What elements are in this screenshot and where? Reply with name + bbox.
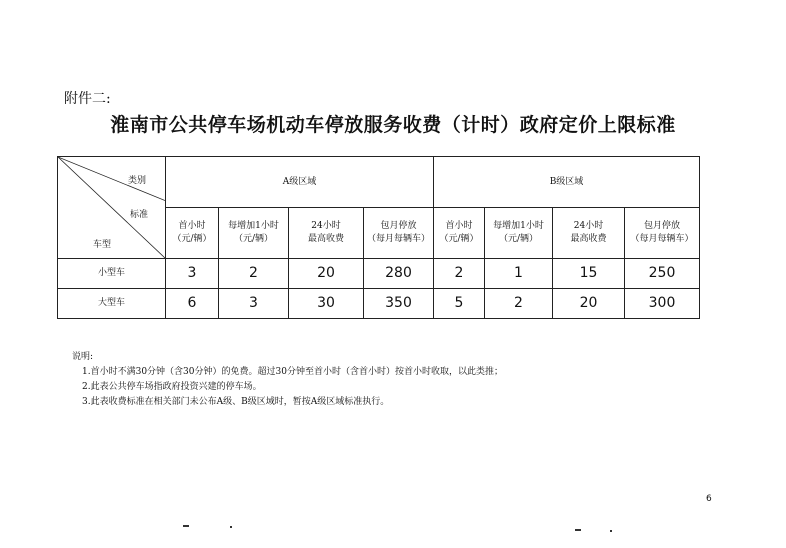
subheader-each-extra-hour	[485, 208, 553, 259]
attachment-label: 附件二:	[64, 91, 111, 107]
table-row	[58, 289, 700, 319]
note-item: 2.此表公共停车场指政府投资兴建的停车场。	[82, 382, 262, 392]
subheader-text: （元/辆）	[233, 234, 274, 244]
zone-b-header: B级区域	[434, 157, 700, 208]
table-cell: 2	[219, 259, 289, 289]
table-cell: 350	[364, 289, 434, 319]
subheader-text: （每月每辆车）	[630, 234, 694, 244]
subheader-text: （元/辆）	[498, 234, 539, 244]
corner-diagonal-lines	[58, 157, 165, 258]
row-label-small-vehicle: 小型车	[58, 259, 166, 289]
scan-speck	[183, 525, 189, 527]
subheader-text: （元/辆）	[439, 234, 479, 244]
subheader-text: 最高收费	[570, 234, 607, 244]
subheader-text: 最高收费	[307, 234, 344, 244]
table-corner-cell	[58, 157, 166, 259]
corner-vehicle-label: 车型	[93, 240, 112, 250]
table-cell: 20	[289, 259, 364, 289]
table-cell: 2	[434, 259, 485, 289]
table-row	[58, 259, 700, 289]
notes-section	[72, 350, 503, 410]
page-title: 淮南市公共停车场机动车停放服务收费（计时）政府定价上限标准	[110, 114, 676, 136]
zone-a-header: A级区域	[166, 157, 434, 208]
corner-standard-label: 标准	[130, 210, 149, 220]
table-cell: 15	[553, 259, 625, 289]
subheader-text: 每增加1小时	[228, 221, 279, 231]
subheader-each-extra-hour	[219, 208, 289, 259]
table-cell: 6	[166, 289, 219, 319]
scan-speck	[610, 530, 612, 532]
notes-heading: 说明:	[72, 352, 94, 362]
table-cell: 1	[485, 259, 553, 289]
table-cell: 5	[434, 289, 485, 319]
subheader-text: 24小时	[311, 221, 341, 231]
table-cell: 30	[289, 289, 364, 319]
table-cell: 280	[364, 259, 434, 289]
subheader-text: 24小时	[573, 221, 604, 231]
table-cell: 300	[625, 289, 700, 319]
subheader-text: 包月停放	[643, 221, 680, 231]
subheader-text: 每增加1小时	[493, 221, 544, 231]
table-cell: 250	[625, 259, 700, 289]
note-item: 3.此表收费标准在相关部门未公布A级、B级区域时，暂按A级区域标准执行。	[82, 397, 390, 407]
subheader-24h-max	[553, 208, 625, 259]
scan-speck	[230, 526, 232, 528]
table-cell: 3	[166, 259, 219, 289]
subheader-text: 包月停放	[380, 221, 417, 231]
table-cell: 2	[485, 289, 553, 319]
fee-table	[57, 156, 700, 319]
scan-speck	[575, 529, 581, 531]
table-cell: 3	[219, 289, 289, 319]
subheader-text: （每月每辆车）	[366, 234, 430, 244]
subheader-text: 首小时	[445, 221, 473, 231]
subheader-text: （元/辆）	[172, 234, 212, 244]
row-label-large-vehicle: 大型车	[58, 289, 166, 319]
note-item: 1.首小时不满30分钟（含30分钟）的免费。超过30分钟至首小时（含首小时）按首小时收取，以此类推；	[82, 367, 503, 377]
corner-category-label: 类别	[128, 176, 147, 186]
subheader-first-hour	[434, 208, 485, 259]
subheader-first-hour	[166, 208, 219, 259]
subheader-24h-max	[289, 208, 364, 259]
subheader-monthly	[625, 208, 700, 259]
table-cell: 20	[553, 289, 625, 319]
subheader-text: 首小时	[178, 221, 206, 231]
subheader-monthly	[364, 208, 434, 259]
page-number: 6	[706, 494, 712, 504]
